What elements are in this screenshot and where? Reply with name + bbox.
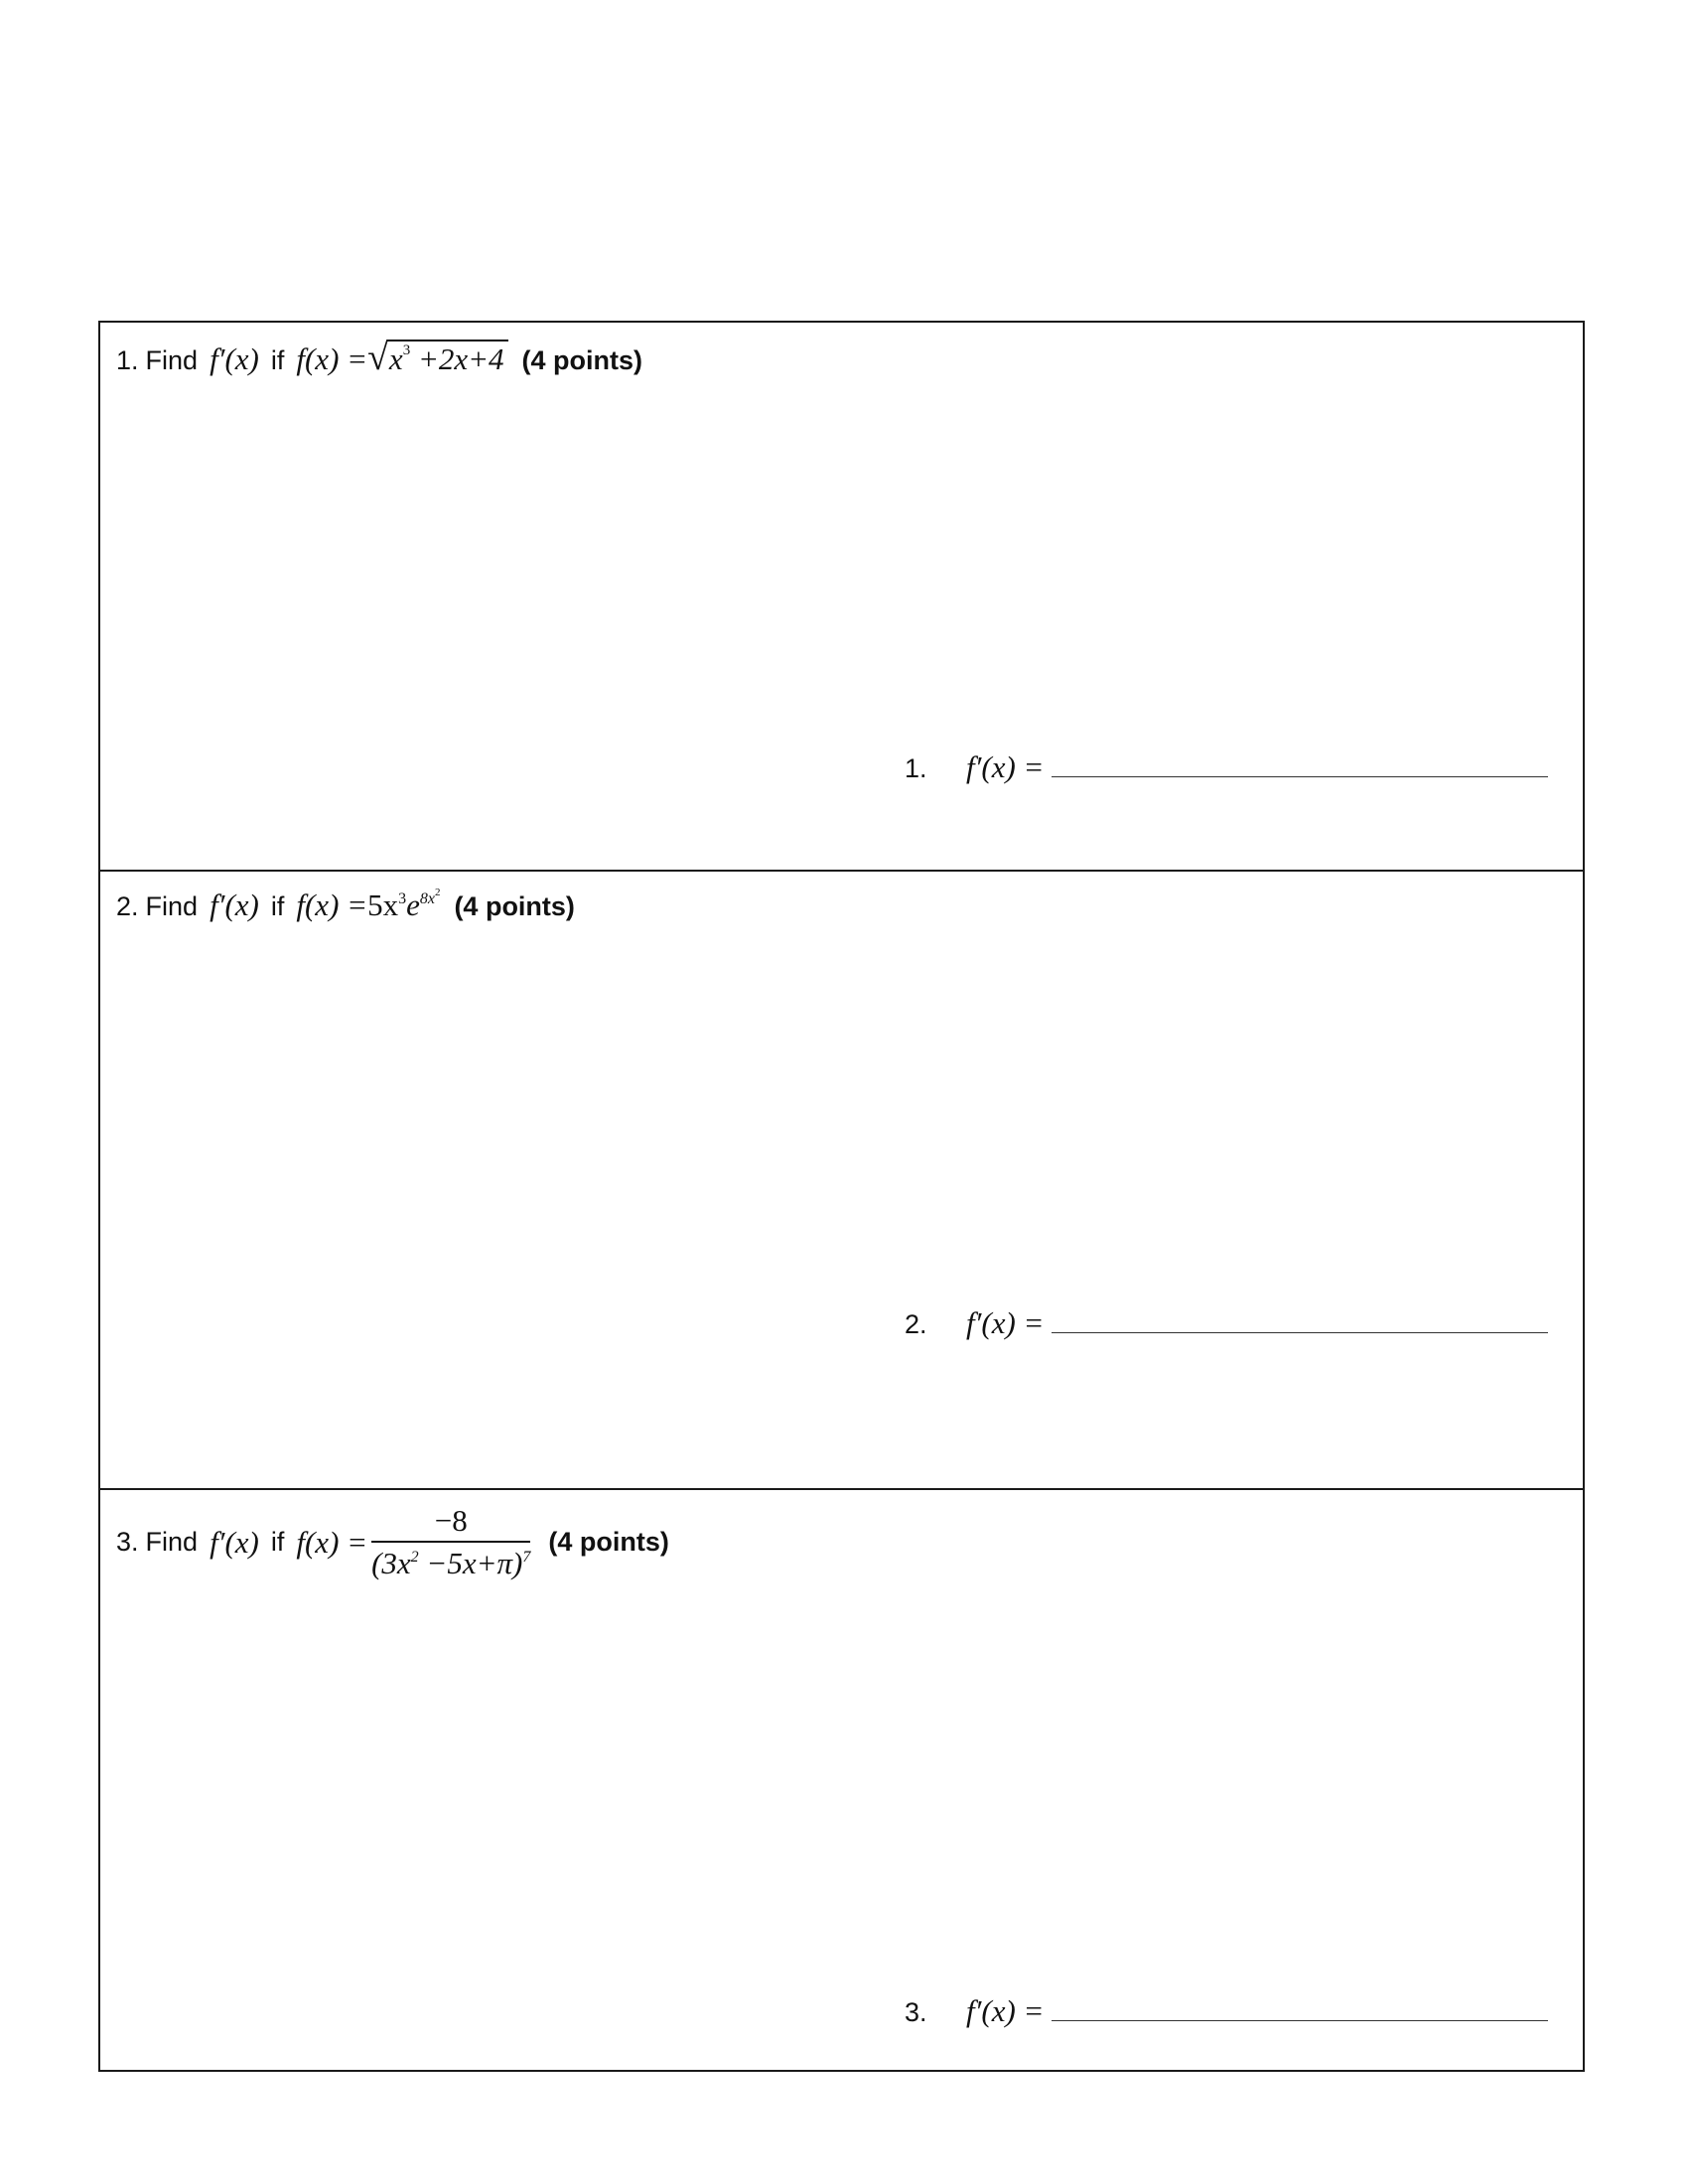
derivative-expression: f′(x) — [210, 341, 259, 376]
answer-number: 1. — [905, 753, 927, 783]
derivative-expression: f′(x) — [210, 1524, 259, 1560]
function-lhs: f(x) = — [296, 1524, 368, 1560]
denominator-rest: −5x+π) — [418, 1546, 523, 1581]
problem-3-prompt — [116, 1504, 669, 1580]
find-word: Find — [145, 345, 199, 375]
denominator-open: (3x — [371, 1546, 411, 1581]
problem-2 — [100, 872, 1583, 1490]
answer-line-2 — [905, 1305, 1548, 1341]
answer-blank[interactable] — [1052, 2019, 1548, 2021]
problem-2-prompt — [116, 887, 575, 923]
derivative-expression: f′(x) — [210, 887, 259, 922]
denominator-exponent: 2 — [410, 1549, 419, 1567]
if-word: if — [270, 891, 285, 921]
radicand-exponent: 3 — [402, 342, 411, 359]
if-word: if — [270, 345, 285, 375]
radicand-rest: +2x+4 — [410, 341, 504, 377]
exponential-base: e — [406, 887, 420, 922]
coefficient-exponent: 3 — [398, 890, 407, 907]
function-lhs: f(x) = — [296, 341, 368, 376]
coefficient — [367, 887, 406, 922]
find-word: Find — [145, 891, 199, 921]
problem-1 — [100, 323, 1583, 872]
function-rhs — [367, 887, 440, 923]
points-label: (4 points) — [521, 345, 643, 375]
denominator — [371, 1541, 530, 1580]
answer-line-3 — [905, 1993, 1548, 2029]
radicand-base: x — [388, 341, 403, 377]
answer-number: 3. — [905, 1997, 927, 2027]
square-root-expression — [367, 339, 507, 376]
answer-expression: f′(x) = — [966, 750, 1045, 784]
fraction — [371, 1504, 530, 1580]
points-label: (4 points) — [454, 891, 575, 921]
problem-number: 3. — [116, 1527, 139, 1558]
problem-3 — [100, 1490, 1583, 2070]
answer-blank[interactable] — [1052, 1331, 1548, 1333]
denominator-power: 7 — [522, 1549, 531, 1567]
problem-number: 2. — [116, 891, 139, 921]
exponent-power: 2 — [434, 887, 441, 898]
coefficient-term: 5x — [367, 887, 399, 922]
answer-expression: f′(x) = — [966, 1993, 1045, 2028]
exponent-main: 8x — [419, 890, 435, 907]
radical-sign: √ — [367, 337, 388, 378]
worksheet — [98, 321, 1585, 2072]
if-word: if — [270, 1527, 285, 1558]
answer-expression: f′(x) = — [966, 1305, 1045, 1340]
function-lhs: f(x) = — [296, 887, 368, 922]
answer-line-1 — [905, 750, 1548, 785]
answer-number: 2. — [905, 1309, 927, 1339]
problem-1-prompt — [116, 339, 642, 377]
answer-blank[interactable] — [1052, 775, 1548, 777]
points-label: (4 points) — [548, 1527, 669, 1558]
radicand — [387, 340, 508, 376]
numerator: −8 — [434, 1503, 468, 1538]
exponential-exponent — [419, 887, 441, 907]
find-word: Find — [145, 1527, 199, 1558]
problem-number: 1. — [116, 345, 139, 375]
